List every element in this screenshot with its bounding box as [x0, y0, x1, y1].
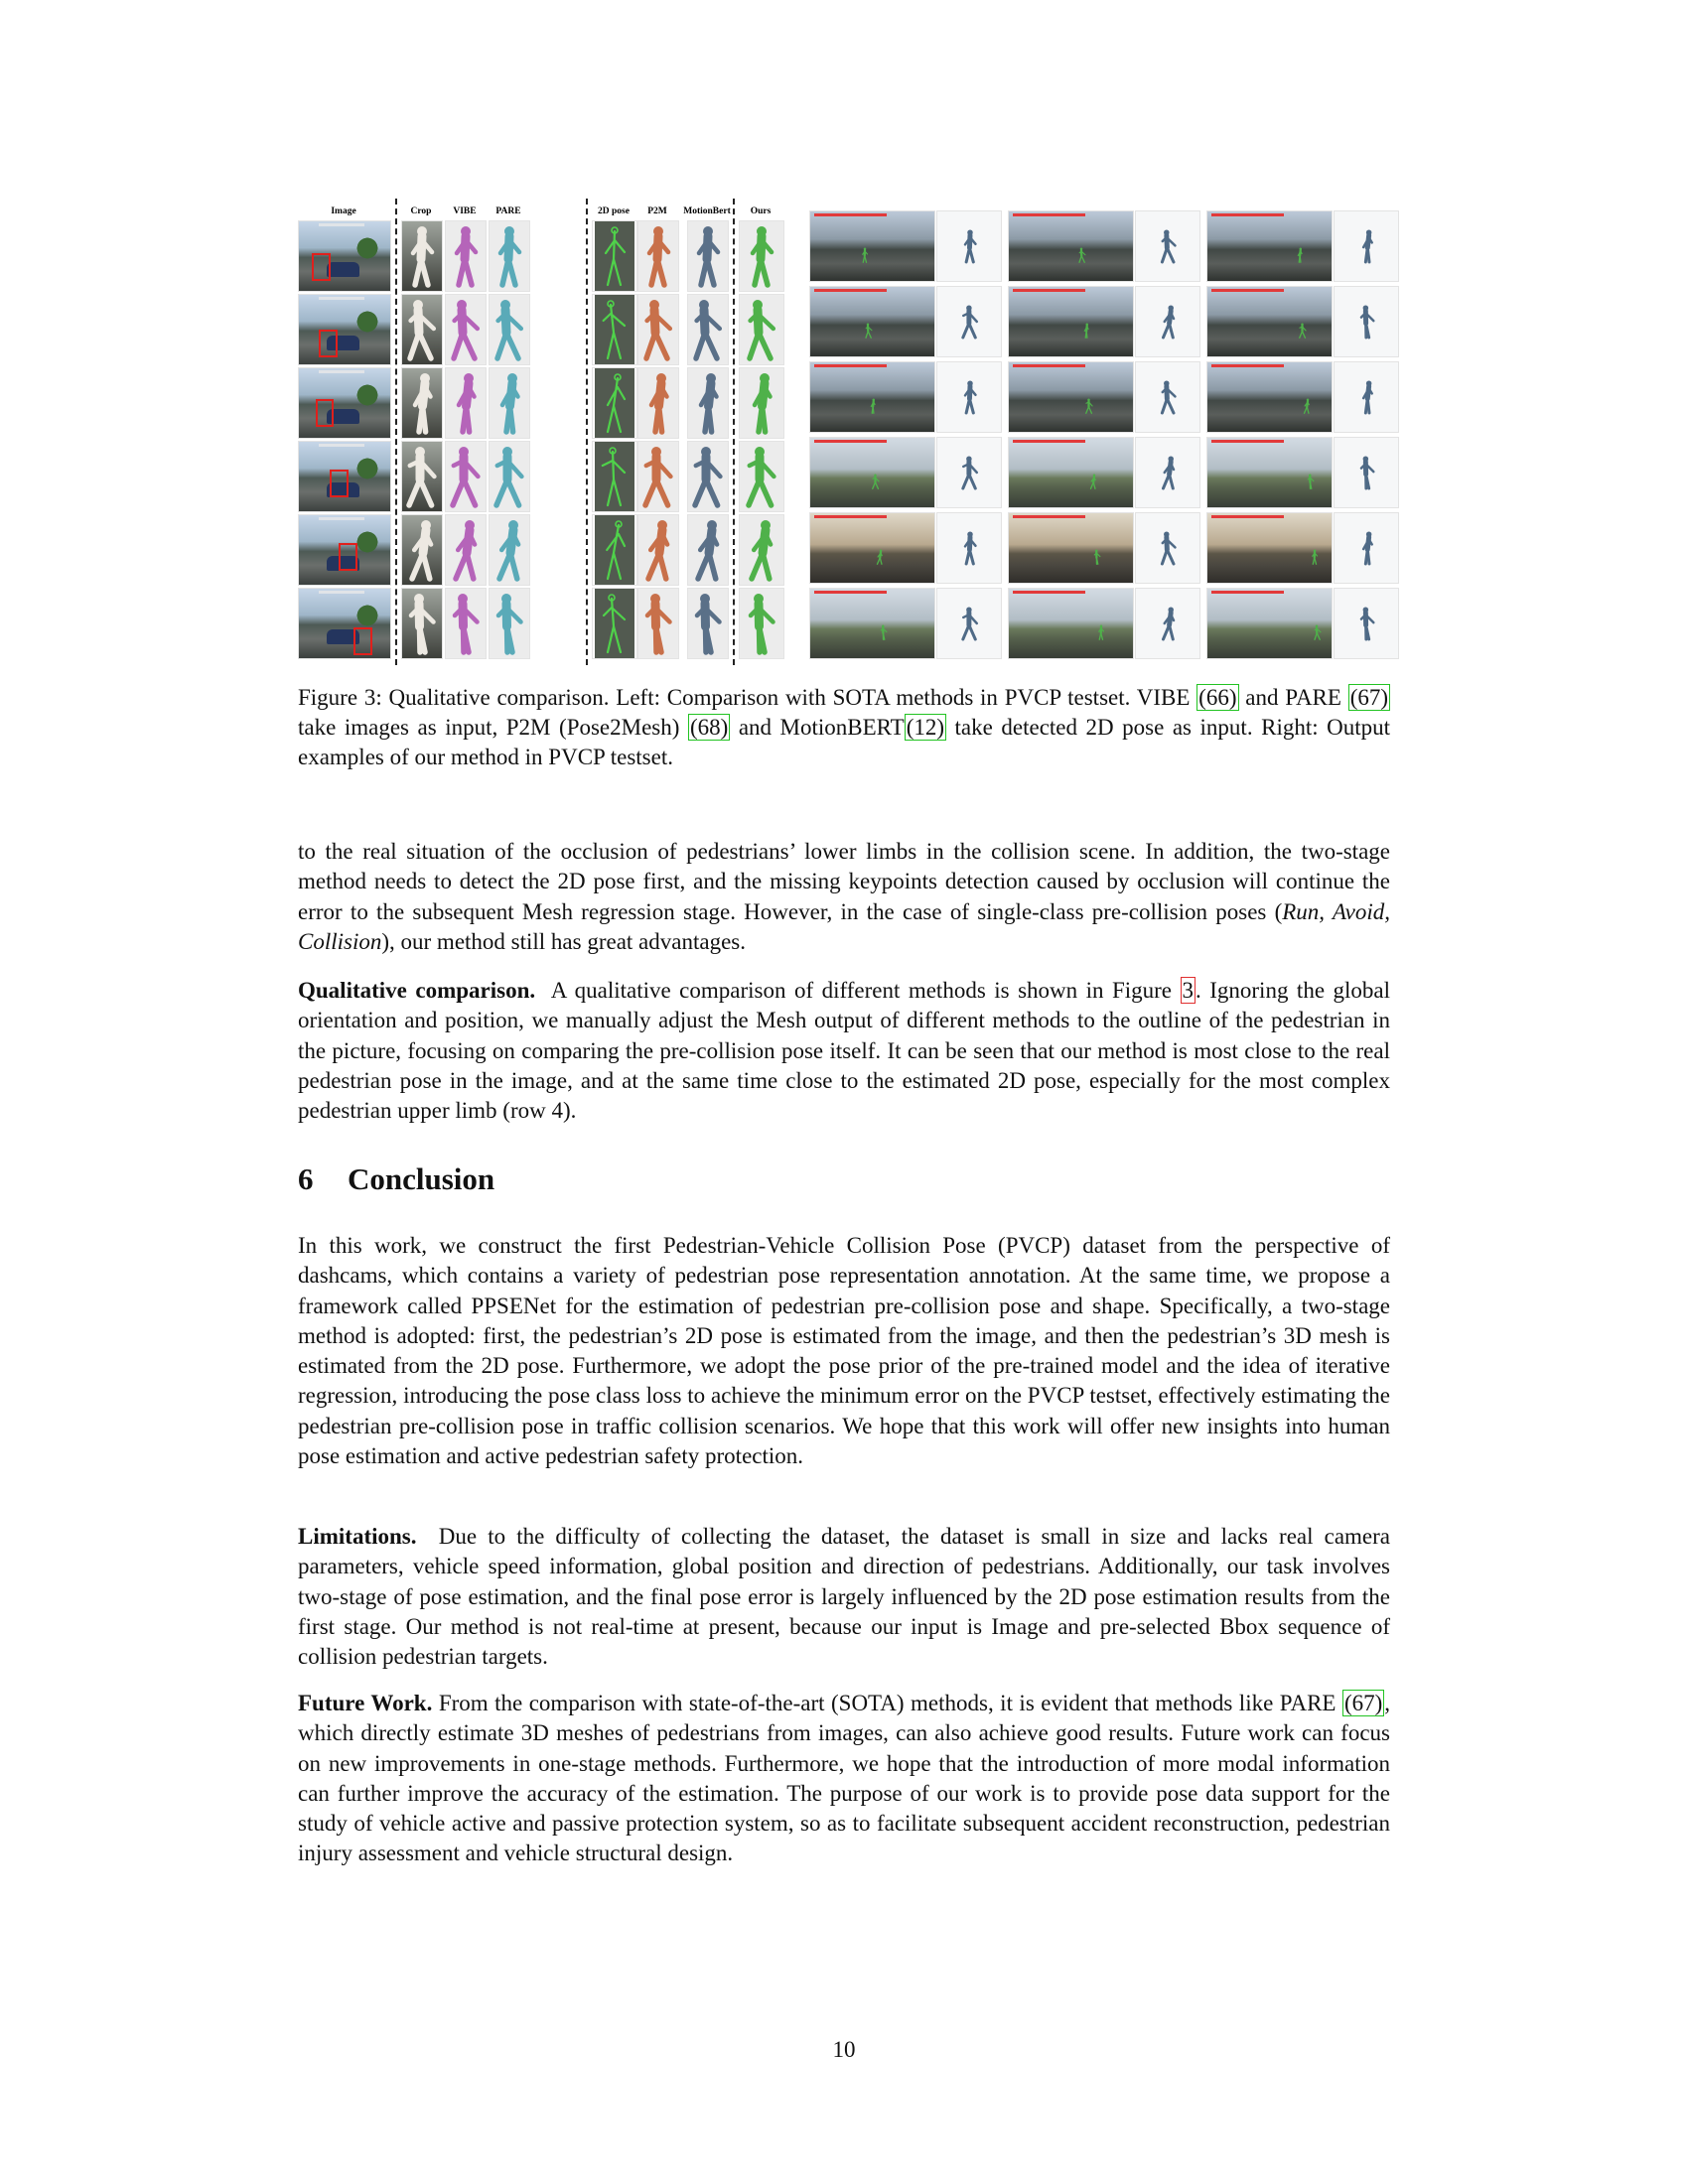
pedestrian-silhouette	[402, 589, 442, 658]
human-mesh	[490, 221, 529, 291]
dashcam-frame	[1206, 437, 1333, 508]
human-mesh	[1158, 376, 1180, 418]
human-mesh	[740, 221, 783, 291]
human-mesh	[1158, 452, 1180, 493]
mesh-overlay	[1096, 622, 1106, 642]
dashcam-image	[298, 294, 391, 365]
future-work-paragraph	[298, 1689, 1390, 1869]
human-mesh	[1356, 225, 1378, 267]
mesh-render	[739, 441, 784, 512]
mesh-render	[637, 514, 679, 586]
mesh-output-panel	[1334, 437, 1399, 508]
column-divider	[586, 199, 588, 665]
paragraph-text: to the real situation of the occlusion of pedestrians’ lower limbs in the collision scene. In addition, the two-stage method needs to detect the 2D pose first, and the missing keypoints detection caused by occlusion will continue the error to the subsequent Mesh regression stage. However, in the case of single-class pre-collision poses (	[298, 839, 1390, 924]
figure-caption	[298, 683, 1390, 772]
human-mesh	[688, 515, 728, 585]
frame-filename-label	[814, 289, 887, 292]
timestamp-overlay	[319, 517, 364, 520]
human-mesh	[959, 452, 981, 493]
skeleton-2d	[593, 295, 636, 364]
human-mesh	[638, 442, 678, 511]
frame-filename-label	[814, 515, 887, 518]
pedestrian-overlay	[860, 245, 870, 265]
mesh-output-panel	[1334, 361, 1399, 433]
dashcam-frame	[809, 361, 935, 433]
timestamp-overlay	[319, 297, 364, 300]
mesh-output-panel	[936, 588, 1002, 659]
human-mesh	[688, 442, 728, 511]
qualitative-comparison-paragraph	[298, 976, 1390, 1126]
frame-filename-label	[1211, 440, 1284, 443]
mesh-output-panel	[936, 210, 1002, 282]
mesh-overlay	[868, 396, 878, 416]
paragraph-text: From the comparison with state-of-the-art (SOTA) methods, it is evident that methods like PARE	[438, 1691, 1336, 1715]
pedestrian-silhouette	[402, 295, 442, 364]
paragraph-text: ), our method still has great advantages.	[381, 928, 746, 954]
human-mesh	[1158, 527, 1180, 569]
human-mesh	[1356, 603, 1378, 644]
mesh-output-panel	[1334, 512, 1399, 584]
mesh-output-panel	[1135, 286, 1200, 357]
mesh-overlay	[879, 622, 889, 642]
caption-text: take images as input, P2M (Pose2Mesh)	[298, 715, 680, 740]
human-mesh	[1158, 225, 1180, 267]
italic-text: Run, Avoid, Collision	[298, 898, 1390, 954]
mesh-render	[445, 441, 487, 512]
pedestrian-bbox	[330, 470, 349, 497]
mesh-render	[687, 367, 729, 439]
column-header: VIBE	[453, 206, 477, 216]
citation-link[interactable]: (12)	[906, 715, 945, 740]
mesh-render	[687, 441, 729, 512]
dashcam-frame	[809, 437, 935, 508]
mesh-render	[489, 220, 530, 292]
frame-filename-label	[814, 213, 887, 216]
citation-link[interactable]: (67)	[1343, 1691, 1383, 1715]
human-mesh	[1356, 527, 1378, 569]
pedestrian-crop	[401, 514, 443, 586]
mesh-figure	[1356, 452, 1378, 493]
mesh-render	[489, 294, 530, 365]
paragraph-text: Due to the difficulty of collecting the dataset, the dataset is small in size and lacks real camera parameters, vehicle speed information, global position and direction of pedestrians. Additionally, our task involves two-stage of pose estimation, and the final pose error is largely influenced by the 2D pose estimation results from the first stage. Our method is not real-time at present, because our input is Image and pre-selected Bbox sequence of collision pedestrian targets.	[298, 1524, 1391, 1670]
pedestrian-overlay	[1295, 245, 1305, 265]
caption-text: Qualitative comparison. Left: Comparison with SOTA methods in PVCP testset. VIBE	[388, 685, 1191, 710]
human-mesh	[1356, 301, 1378, 342]
mesh-overlay	[1081, 321, 1091, 341]
paragraph-text: A qualitative comparison of different methods is shown in Figure	[550, 978, 1173, 1003]
mesh-overlay	[1313, 622, 1323, 642]
timestamp-overlay	[319, 444, 364, 447]
mesh-figure	[959, 301, 981, 342]
mesh-overlay	[1302, 396, 1312, 416]
dashcam-frame	[1008, 286, 1134, 357]
mesh-figure	[959, 603, 981, 644]
mesh-render	[445, 588, 487, 659]
mesh-render	[445, 220, 487, 292]
timestamp-overlay	[319, 223, 364, 226]
pedestrian-bbox	[316, 399, 335, 427]
human-mesh	[688, 295, 728, 364]
pedestrian-silhouette	[402, 515, 442, 585]
mesh-figure	[1356, 603, 1378, 644]
human-mesh	[1356, 452, 1378, 493]
frame-filename-label	[1013, 440, 1085, 443]
pedestrian-crop	[401, 367, 443, 439]
citation-link[interactable]: (66)	[1198, 685, 1237, 710]
mesh-output-panel	[936, 361, 1002, 433]
frame-filename-label	[1013, 515, 1085, 518]
pose-2d-overlay	[592, 441, 637, 512]
pedestrian-crop	[401, 441, 443, 512]
column-header: P2M	[647, 206, 667, 216]
citation-link[interactable]: (68)	[689, 715, 729, 740]
pedestrian-overlay	[1298, 321, 1308, 341]
pedestrian-silhouette	[402, 442, 442, 511]
human-mesh	[446, 589, 486, 658]
mesh-figure	[1158, 603, 1180, 644]
human-mesh	[638, 368, 678, 438]
column-header: Crop	[410, 206, 432, 216]
human-mesh	[959, 527, 981, 569]
human-mesh	[446, 295, 486, 364]
dashcam-image	[298, 220, 391, 292]
pedestrian-overlay	[1084, 396, 1094, 416]
mesh-output-panel	[1135, 512, 1200, 584]
mesh-figure	[1356, 527, 1378, 569]
mesh-output-panel	[936, 437, 1002, 508]
limitations-paragraph	[298, 1522, 1390, 1672]
mesh-figure	[959, 527, 981, 569]
human-mesh	[740, 442, 783, 511]
page-number: 10	[832, 2037, 856, 2062]
human-mesh	[740, 295, 783, 364]
human-mesh	[490, 589, 529, 658]
pose-2d-overlay	[592, 367, 637, 439]
run-in-heading: Limitations.	[298, 1524, 417, 1549]
caption-text: and MotionBERT	[738, 715, 905, 740]
pedestrian-bbox	[312, 253, 331, 281]
paragraph-text: . Ignoring the global orientation and position, we manually adjust the Mesh output of different methods to the outline of the pedestrian in the picture, focusing on comparing the pre-collision pose itself. It can be seen that our method is most close to the real pedestrian pose in the image, and at the same time close to the estimated 2D pose, especially for the most complex pedestrian upper limb (row 4).	[298, 978, 1390, 1124]
dashcam-frame	[809, 512, 935, 584]
mesh-overlay	[1310, 547, 1320, 567]
column-header: MotionBert	[683, 206, 731, 216]
mesh-overlay	[1298, 321, 1308, 341]
human-mesh	[688, 368, 728, 438]
human-mesh	[1158, 603, 1180, 644]
column-header: 2D pose	[598, 206, 630, 216]
human-mesh	[638, 221, 678, 291]
human-mesh	[638, 515, 678, 585]
dashcam-frame	[1206, 286, 1333, 357]
dashcam-frame	[809, 286, 935, 357]
human-mesh	[446, 442, 486, 511]
human-mesh	[740, 368, 783, 438]
mesh-render	[445, 367, 487, 439]
mesh-figure	[959, 452, 981, 493]
dashcam-frame	[1206, 361, 1333, 433]
pedestrian-overlay	[1302, 396, 1312, 416]
mesh-figure	[1158, 376, 1180, 418]
dashcam-image	[298, 367, 391, 439]
mesh-figure	[1356, 376, 1378, 418]
pedestrian-bbox	[353, 627, 372, 655]
mesh-overlay	[864, 321, 874, 341]
conclusion-paragraph: In this work, we construct the first Pedestrian-Vehicle Collision Pose (PVCP) dataset from the perspective of dashcams, which contains a variety of pedestrian pose representation annotation. At the same time, we propose a framework called PPSENet for the estimation of pedestrian pre-collision pose and shape. Specifically, a two-stage method is adopted: first, the pedestrian’s 2D pose is estimated from the image, and then the pedestrian’s 3D mesh is estimated from the 2D pose. Furthermore, we adopt the pose prior of the pre-trained model and the idea of iterative regression, introducing the pose class loss to achieve the minimum error on the PVCP testset, effectively estimating the pedestrian pre-collision pose in traffic collision scenarios. We hope that this work will offer new insights into human pose estimation and active pedestrian safety protection.	[298, 1233, 1390, 1469]
section-heading	[298, 1161, 1390, 1197]
mesh-output-panel	[1135, 588, 1200, 659]
pedestrian-crop	[401, 294, 443, 365]
mesh-render	[687, 294, 729, 365]
body-paragraph	[298, 837, 1390, 957]
mesh-render	[687, 588, 729, 659]
dashcam-frame	[1206, 512, 1333, 584]
dashcam-frame	[1008, 361, 1134, 433]
dashcam-frame	[1008, 437, 1134, 508]
car-shape	[327, 262, 359, 277]
frame-filename-label	[814, 440, 887, 443]
mesh-overlay	[871, 472, 881, 491]
caption-label: Figure 3:	[298, 685, 382, 710]
pedestrian-bbox	[319, 330, 338, 357]
mesh-render	[687, 514, 729, 586]
pedestrian-overlay	[879, 622, 889, 642]
human-mesh	[688, 589, 728, 658]
mesh-render	[637, 220, 679, 292]
mesh-output-panel	[936, 512, 1002, 584]
dashcam-frame	[809, 210, 935, 282]
human-mesh	[959, 301, 981, 342]
mesh-render	[637, 367, 679, 439]
pedestrian-overlay	[1096, 622, 1106, 642]
tree-shape	[350, 455, 386, 482]
section-title: Conclusion	[348, 1161, 495, 1196]
mesh-render	[445, 514, 487, 586]
mesh-figure	[959, 225, 981, 267]
figure-3	[298, 199, 1400, 665]
mesh-figure	[1158, 301, 1180, 342]
human-mesh	[1158, 301, 1180, 342]
frame-filename-label	[1211, 591, 1284, 594]
human-mesh	[446, 221, 486, 291]
caption-text: and PARE	[1245, 685, 1341, 710]
pose-2d-overlay	[592, 588, 637, 659]
human-mesh	[490, 515, 529, 585]
skeleton-2d	[593, 515, 636, 585]
caption-text: take detected 2D pose as input. Right: Output examples of our method in PVCP testset.	[298, 715, 1391, 769]
pedestrian-silhouette	[402, 221, 442, 291]
mesh-overlay	[1295, 245, 1305, 265]
mesh-output-panel	[1334, 286, 1399, 357]
mesh-render	[637, 441, 679, 512]
frame-filename-label	[1013, 364, 1085, 367]
frame-filename-label	[1013, 591, 1085, 594]
dashcam-frame	[1008, 588, 1134, 659]
mesh-render	[739, 514, 784, 586]
pose-2d-overlay	[592, 220, 637, 292]
skeleton-2d	[593, 589, 636, 658]
frame-filename-label	[1211, 364, 1284, 367]
pedestrian-overlay	[1077, 245, 1087, 265]
dashcam-image	[298, 514, 391, 586]
mesh-output-panel	[1135, 210, 1200, 282]
mesh-render	[489, 367, 530, 439]
human-mesh	[740, 515, 783, 585]
mesh-render	[637, 588, 679, 659]
pedestrian-overlay	[1081, 321, 1091, 341]
human-mesh	[959, 225, 981, 267]
human-mesh	[638, 295, 678, 364]
tree-shape	[350, 381, 386, 409]
mesh-overlay	[1077, 245, 1087, 265]
pedestrian-overlay	[868, 396, 878, 416]
mesh-output-panel	[1334, 210, 1399, 282]
column-header: PARE	[495, 206, 521, 216]
pedestrian-crop	[401, 220, 443, 292]
column-header: Image	[331, 206, 356, 216]
mesh-render	[637, 294, 679, 365]
mesh-render	[489, 514, 530, 586]
dashcam-frame	[1206, 588, 1333, 659]
tree-shape	[350, 602, 386, 629]
figure-right-output-examples	[809, 210, 1400, 663]
column-divider	[395, 199, 397, 665]
tree-shape	[350, 308, 386, 336]
pedestrian-overlay	[1088, 472, 1098, 491]
pedestrian-overlay	[1313, 622, 1323, 642]
dashcam-frame	[1206, 210, 1333, 282]
run-in-heading: Future Work.	[298, 1691, 433, 1715]
pedestrian-overlay	[871, 472, 881, 491]
mesh-figure	[1356, 225, 1378, 267]
mesh-overlay	[1306, 472, 1316, 491]
pedestrian-bbox	[339, 543, 357, 571]
pose-2d-overlay	[592, 514, 637, 586]
mesh-output-panel	[936, 286, 1002, 357]
human-mesh	[490, 442, 529, 511]
citation-link[interactable]: (67)	[1349, 685, 1389, 710]
tree-shape	[350, 234, 386, 262]
frame-filename-label	[1211, 289, 1284, 292]
human-mesh	[740, 589, 783, 658]
mesh-render	[739, 588, 784, 659]
mesh-overlay	[1084, 396, 1094, 416]
mesh-render	[739, 220, 784, 292]
mesh-render	[489, 441, 530, 512]
frame-filename-label	[1211, 515, 1284, 518]
figure-ref-link[interactable]: 3	[1182, 978, 1195, 1003]
mesh-overlay	[875, 547, 885, 567]
mesh-render	[445, 294, 487, 365]
mesh-render	[687, 220, 729, 292]
dashcam-frame	[1008, 210, 1134, 282]
pedestrian-overlay	[1092, 547, 1102, 567]
mesh-output-panel	[1135, 361, 1200, 433]
human-mesh	[446, 515, 486, 585]
mesh-overlay	[860, 245, 870, 265]
column-divider	[733, 199, 735, 665]
mesh-output-panel	[1334, 588, 1399, 659]
mesh-figure	[1158, 225, 1180, 267]
dashcam-image	[298, 441, 391, 512]
column-header: Ours	[750, 206, 772, 216]
pedestrian-overlay	[1306, 472, 1316, 491]
human-mesh	[959, 376, 981, 418]
skeleton-2d	[593, 221, 636, 291]
human-mesh	[688, 221, 728, 291]
human-mesh	[638, 589, 678, 658]
human-mesh	[1356, 376, 1378, 418]
frame-filename-label	[814, 591, 887, 594]
mesh-overlay	[1088, 472, 1098, 491]
dashcam-frame	[809, 588, 935, 659]
dashcam-frame	[1008, 512, 1134, 584]
section-number: 6	[298, 1161, 314, 1196]
mesh-render	[739, 294, 784, 365]
pedestrian-crop	[401, 588, 443, 659]
pedestrian-overlay	[1310, 547, 1320, 567]
frame-filename-label	[814, 364, 887, 367]
skeleton-2d	[593, 368, 636, 438]
dashcam-image	[298, 588, 391, 659]
human-mesh	[490, 368, 529, 438]
human-mesh	[959, 603, 981, 644]
pedestrian-overlay	[864, 321, 874, 341]
human-mesh	[446, 368, 486, 438]
mesh-figure	[1158, 452, 1180, 493]
mesh-figure	[1158, 527, 1180, 569]
paragraph-text: , which directly estimate 3D meshes of pedestrians from images, can also achieve good results. Future work can focus on new improvements in one-stage methods. Furthermore, we hope that the introduction of more modal information can further improve the accuracy of the estimation. The purpose of our work is to provide pose data support for the study of vehicle active and passive protection system, so as to facilitate subsequent accident reconstruction, pedestrian injury assessment and vehicle structural design.	[298, 1691, 1391, 1866]
frame-filename-label	[1013, 289, 1085, 292]
timestamp-overlay	[319, 370, 364, 373]
frame-filename-label	[1013, 213, 1085, 216]
skeleton-2d	[593, 442, 636, 511]
figure-left-comparison-grid	[298, 199, 789, 665]
mesh-render	[489, 588, 530, 659]
mesh-render	[739, 367, 784, 439]
mesh-overlay	[1092, 547, 1102, 567]
timestamp-overlay	[319, 591, 364, 594]
mesh-figure	[959, 376, 981, 418]
pose-2d-overlay	[592, 294, 637, 365]
frame-filename-label	[1211, 213, 1284, 216]
mesh-figure	[1356, 301, 1378, 342]
mesh-output-panel	[1135, 437, 1200, 508]
run-in-heading: Qualitative comparison.	[298, 978, 536, 1003]
pedestrian-overlay	[875, 547, 885, 567]
pedestrian-silhouette	[402, 368, 442, 438]
human-mesh	[490, 295, 529, 364]
